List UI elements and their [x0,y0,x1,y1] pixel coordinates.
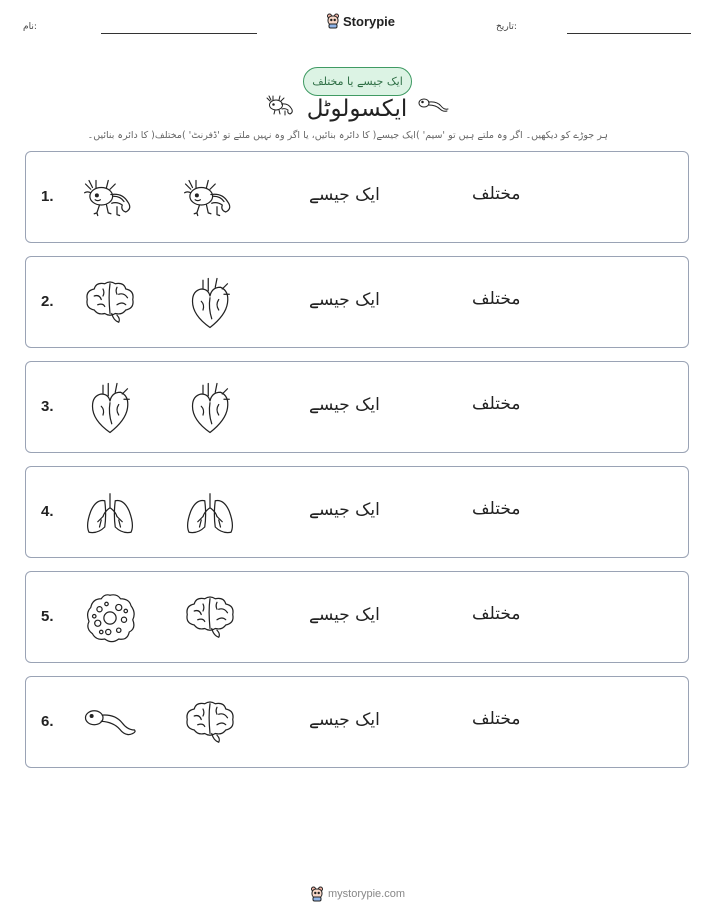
heart-icon [182,275,238,331]
axolotl-icon [265,94,297,118]
storypie-mascot-icon [326,13,340,29]
question-number: 2. [41,293,54,310]
tadpole-icon [417,96,449,114]
same-option[interactable]: ایک جیسے [309,605,380,625]
different-option[interactable]: مختلف [472,499,521,519]
instructions-text: ہر جوڑے کو دیکھیں۔ اگر وہ ملتے ہیں تو 'سیم' )ایک جیسے( کا دائرہ بنائیں، یا اگر وہ نہیں ملتے تو 'ڈفرنٹ' )مختلف( کا دائرہ بنائیں۔ [87,130,608,141]
tadpole-icon [82,695,138,751]
same-option[interactable]: ایک جیسے [309,395,380,415]
different-option[interactable]: مختلف [472,709,521,729]
different-option[interactable]: مختلف [472,289,521,309]
question-row [25,676,689,768]
question-row [25,151,689,243]
heart-icon [182,380,238,436]
question-row [25,466,689,558]
different-option[interactable]: مختلف [472,184,521,204]
same-option[interactable]: ایک جیسے [309,710,380,730]
question-number: 1. [41,188,54,205]
question-row [25,361,689,453]
axolotl-icon [182,170,238,226]
page-title: ایکسولوٹل [306,96,408,122]
question-number: 3. [41,398,54,415]
date-label: تاریخ: [496,22,517,32]
name-label: نام: [23,22,37,32]
worksheet-type-badge: ایک جیسے یا مختلف [303,67,412,96]
brain-icon [82,275,138,331]
same-option[interactable]: ایک جیسے [309,500,380,520]
lungs-icon [82,485,138,541]
footer-url: mystorypie.com [328,888,406,900]
question-row [25,256,689,348]
storypie-mascot-icon [310,886,324,902]
name-line[interactable] [101,33,257,34]
brand-name: Storypie [343,13,396,29]
same-option[interactable]: ایک جیسے [309,185,380,205]
same-option[interactable]: ایک جیسے [309,290,380,310]
brain-icon [182,695,238,751]
heart-icon [82,380,138,436]
different-option[interactable]: مختلف [472,394,521,414]
cell-icon [82,590,138,646]
brain-icon [182,590,238,646]
footer [310,886,405,902]
question-row [25,571,689,663]
lungs-icon [182,485,238,541]
question-number: 6. [41,713,54,730]
question-number: 4. [41,503,54,520]
question-number: 5. [41,608,54,625]
axolotl-icon [82,170,138,226]
different-option[interactable]: مختلف [472,604,521,624]
date-line[interactable] [567,33,691,34]
brand-logo [326,13,395,29]
